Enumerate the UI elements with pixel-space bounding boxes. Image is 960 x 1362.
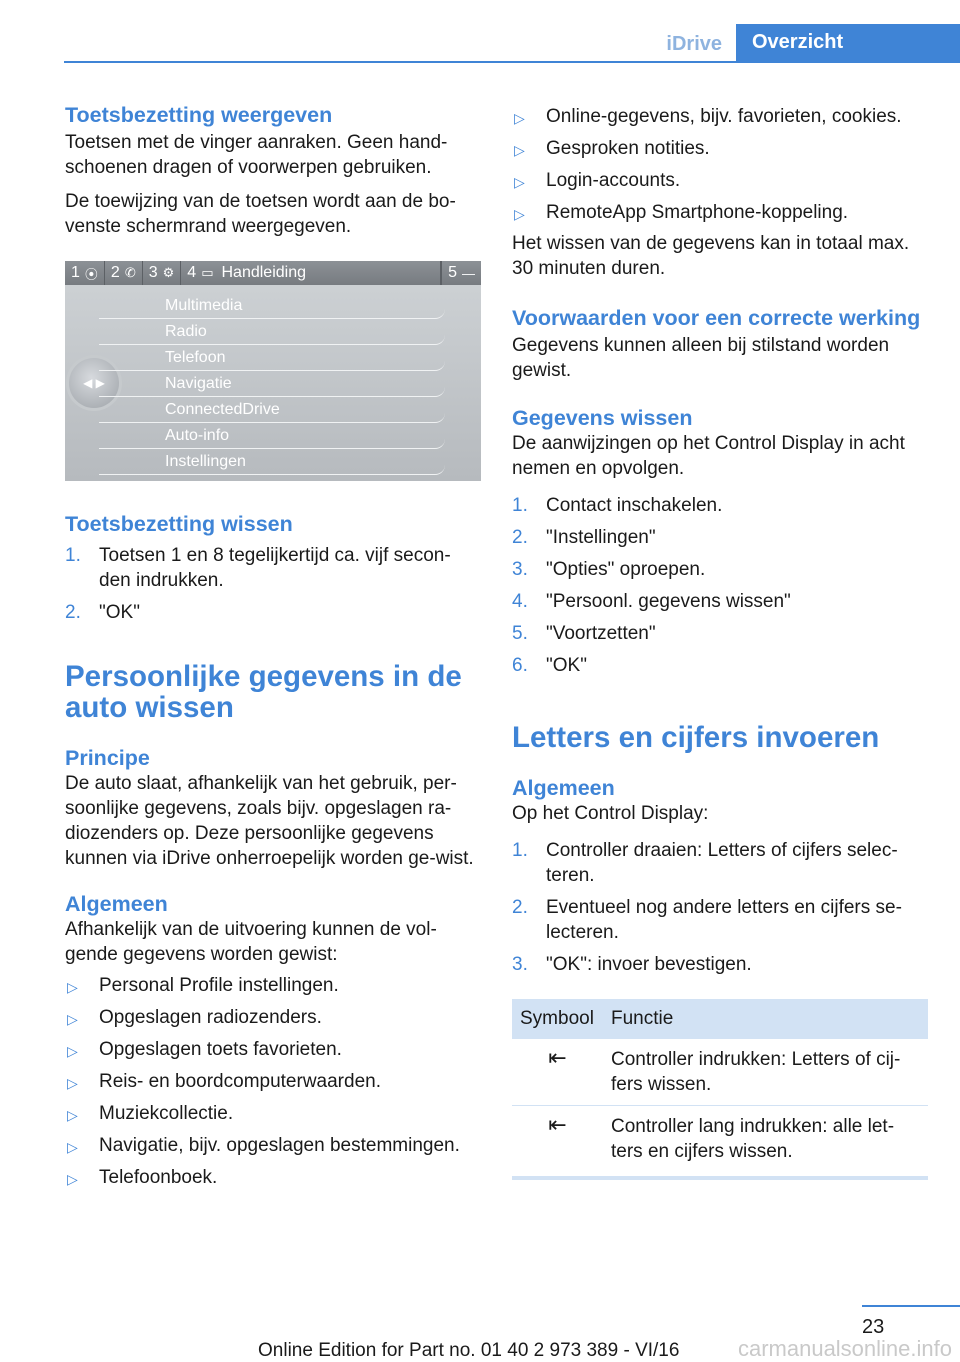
heading-toetsbezetting-wissen: Toetsbezetting wissen <box>65 512 293 536</box>
phone-icon: ✆ <box>124 265 136 280</box>
screen-tab-4-label: Handleiding <box>221 264 307 281</box>
paragraph-toewijzing: De toewijzing van de toetsen wordt aan de bo-venste schermrand weergegeven. <box>65 191 456 237</box>
list-wisbare-gegevens-vervolg <box>512 104 928 225</box>
screen-menu-item: ConnectedDrive <box>99 397 445 423</box>
paragraph-gegevens-wissen: De aanwijzingen op het Control Display in acht nemen en opvolgen. <box>512 433 905 479</box>
list-item: 4. "Persoonl. gegevens wissen" <box>512 591 791 612</box>
list-item: 6. "OK" <box>512 655 587 676</box>
list-item: ▷ Muziekcollectie. <box>65 1101 481 1126</box>
heading-letters-cijfers: Letters en cijfers invoeren <box>512 721 880 754</box>
list-item: ▷ Opgeslagen radiozenders. <box>65 1005 481 1030</box>
heading-algemeen: Algemeen <box>65 892 168 916</box>
list-item: ▷ Opgeslagen toets favorieten. <box>65 1037 481 1062</box>
heading-gegevens-wissen: Gegevens wissen <box>512 406 693 430</box>
list-item: 3. "OK": invoer bevestigen. <box>512 954 752 975</box>
screen-tab-4: 4 ▭ Handleiding <box>181 261 441 285</box>
screen-tab-2: 2 ✆ <box>105 261 143 285</box>
list-item: 2. Eventueel nog andere letters en cijfers se-lecteren. <box>512 897 902 943</box>
screen-menu-item: Instellingen <box>99 449 445 475</box>
screen-menu-item: Auto-info <box>99 423 445 449</box>
triangle-bullet-icon: ▷ <box>67 1075 78 1091</box>
footer-edition: Online Edition for Part no. 01 40 2 973 389 - VI/16 <box>258 1340 680 1361</box>
triangle-bullet-icon: ▷ <box>67 979 78 995</box>
left-column <box>65 102 481 1190</box>
heading-algemeen-2: Algemeen <box>512 776 615 800</box>
list-item: ▷ Telefoonboek. <box>65 1165 481 1190</box>
table-cell-functie: Controller lang indrukken: alle let-ters en cijfers wissen. <box>603 1106 928 1179</box>
page-number-rule <box>862 1305 960 1307</box>
paragraph-principe: De auto slaat, afhankelijk van het gebruik, per-soonlijke gegevens, zoals bijv. opgeslagen ra-diozenders op. Deze persoonlijke gegevens kunnen via iDrive onherroepelijk worden ge-wist. <box>65 773 474 869</box>
screen-tab-1: 1 ⦿ <box>65 261 105 285</box>
list-item: 3. "Opties" oproepen. <box>512 559 706 580</box>
triangle-bullet-icon: ▷ <box>67 1043 78 1059</box>
list-wisbare-gegevens <box>65 973 481 1190</box>
triangle-bullet-icon: ▷ <box>67 1107 78 1123</box>
list-item: 2. "OK" <box>65 602 140 623</box>
list-item: ▷ RemoteApp Smartphone-koppeling. <box>512 200 928 225</box>
list-gegevens-wissen <box>512 493 928 678</box>
table-row <box>512 1106 928 1179</box>
symbol-table <box>512 999 928 1180</box>
heading-principe: Principe <box>65 746 150 770</box>
radio-wave-icon: ⦿ <box>84 266 98 282</box>
paragraph-wisduur: Het wissen van de gegevens kan in totaal max. 30 minuten duren. <box>512 233 910 279</box>
triangle-bullet-icon: ▷ <box>67 1171 78 1187</box>
list-item: ▷ Online-gegevens, bijv. favorieten, cookies. <box>512 104 928 129</box>
screen-menu-item: Telefoon <box>99 345 445 371</box>
screen-tab-5: 5 — <box>441 261 481 285</box>
backspace-arrow-icon: ⇤ <box>512 1039 603 1106</box>
list-item: ▷ Personal Profile instellingen. <box>65 973 481 998</box>
dash-icon: — <box>462 265 475 281</box>
triangle-bullet-icon: ▷ <box>514 110 525 126</box>
paragraph-algemeen: Afhankelijk van de uitvoering kunnen de vol-gende gegevens worden gewist: <box>65 919 437 965</box>
heading-persoonlijke-gegevens: Persoonlijke gegevens in de auto wissen <box>65 660 462 724</box>
gear-icon: ⚙ <box>162 265 175 280</box>
screen-favorite-bar <box>65 261 481 285</box>
heading-toetsbezetting-weergeven: Toetsbezetting weergeven <box>65 103 333 127</box>
table-header-row <box>512 999 928 1039</box>
header-section-label: iDrive <box>666 33 722 55</box>
heading-voorwaarden: Voorwaarden voor een correcte werking <box>512 306 921 330</box>
control-display-screenshot <box>65 261 481 481</box>
screen-menu-item: Navigatie <box>99 371 445 397</box>
paragraph-vinger: Toetsen met de vinger aanraken. Geen hand-schoenen dragen of voorwerpen gebruiken. <box>65 132 448 178</box>
paragraph-voorwaarden: Gegevens kunnen alleen bij stilstand worden gewist. <box>512 335 890 381</box>
list-item: ▷ Login-accounts. <box>512 168 928 193</box>
paragraph-control-display: Op het Control Display: <box>512 803 709 824</box>
triangle-bullet-icon: ▷ <box>514 174 525 190</box>
table-row <box>512 1039 928 1106</box>
header-tab-overzicht: Overzicht <box>736 24 960 61</box>
right-column <box>512 104 928 1180</box>
screen-menu-item: Radio <box>99 319 445 345</box>
screen-tab-3: 3 ⚙ <box>143 261 182 285</box>
screen-menu-item: Multimedia <box>99 293 445 319</box>
car-icon: ▭ <box>201 265 214 280</box>
list-toetsbezetting-wissen <box>65 543 481 625</box>
triangle-bullet-icon: ▷ <box>514 206 525 222</box>
screen-menu <box>99 293 445 475</box>
list-item: 1. Contact inschakelen. <box>512 495 723 516</box>
list-item: ▷ Navigatie, bijv. opgeslagen bestemmingen. <box>65 1133 481 1158</box>
list-item: 1. Toetsen 1 en 8 tegelijkertijd ca. vijf secon-den indrukken. <box>65 545 451 591</box>
controller-knob-icon: ◀ ▶ <box>69 358 119 408</box>
page-number: 23 <box>862 1316 885 1338</box>
table-cell-functie: Controller indrukken: Letters of cij-fers wissen. <box>603 1039 928 1106</box>
list-letters-invoeren <box>512 838 928 977</box>
list-item: 2. "Instellingen" <box>512 527 656 548</box>
list-item: ▷ Gesproken notities. <box>512 136 928 161</box>
table-header-functie: Functie <box>603 999 928 1039</box>
triangle-bullet-icon: ▷ <box>514 142 525 158</box>
list-item: 5. "Voortzetten" <box>512 623 656 644</box>
header-rule <box>64 61 960 63</box>
table-header-symbool: Symbool <box>512 999 603 1039</box>
triangle-bullet-icon: ▷ <box>67 1011 78 1027</box>
list-item: ▷ Reis- en boordcomputerwaarden. <box>65 1069 481 1094</box>
watermark: carmanualsonline.info <box>737 1336 952 1361</box>
list-item: 1. Controller draaien: Letters of cijfers selec-teren. <box>512 840 898 886</box>
backspace-arrow-icon: ⇤ <box>512 1106 603 1179</box>
triangle-bullet-icon: ▷ <box>67 1139 78 1155</box>
